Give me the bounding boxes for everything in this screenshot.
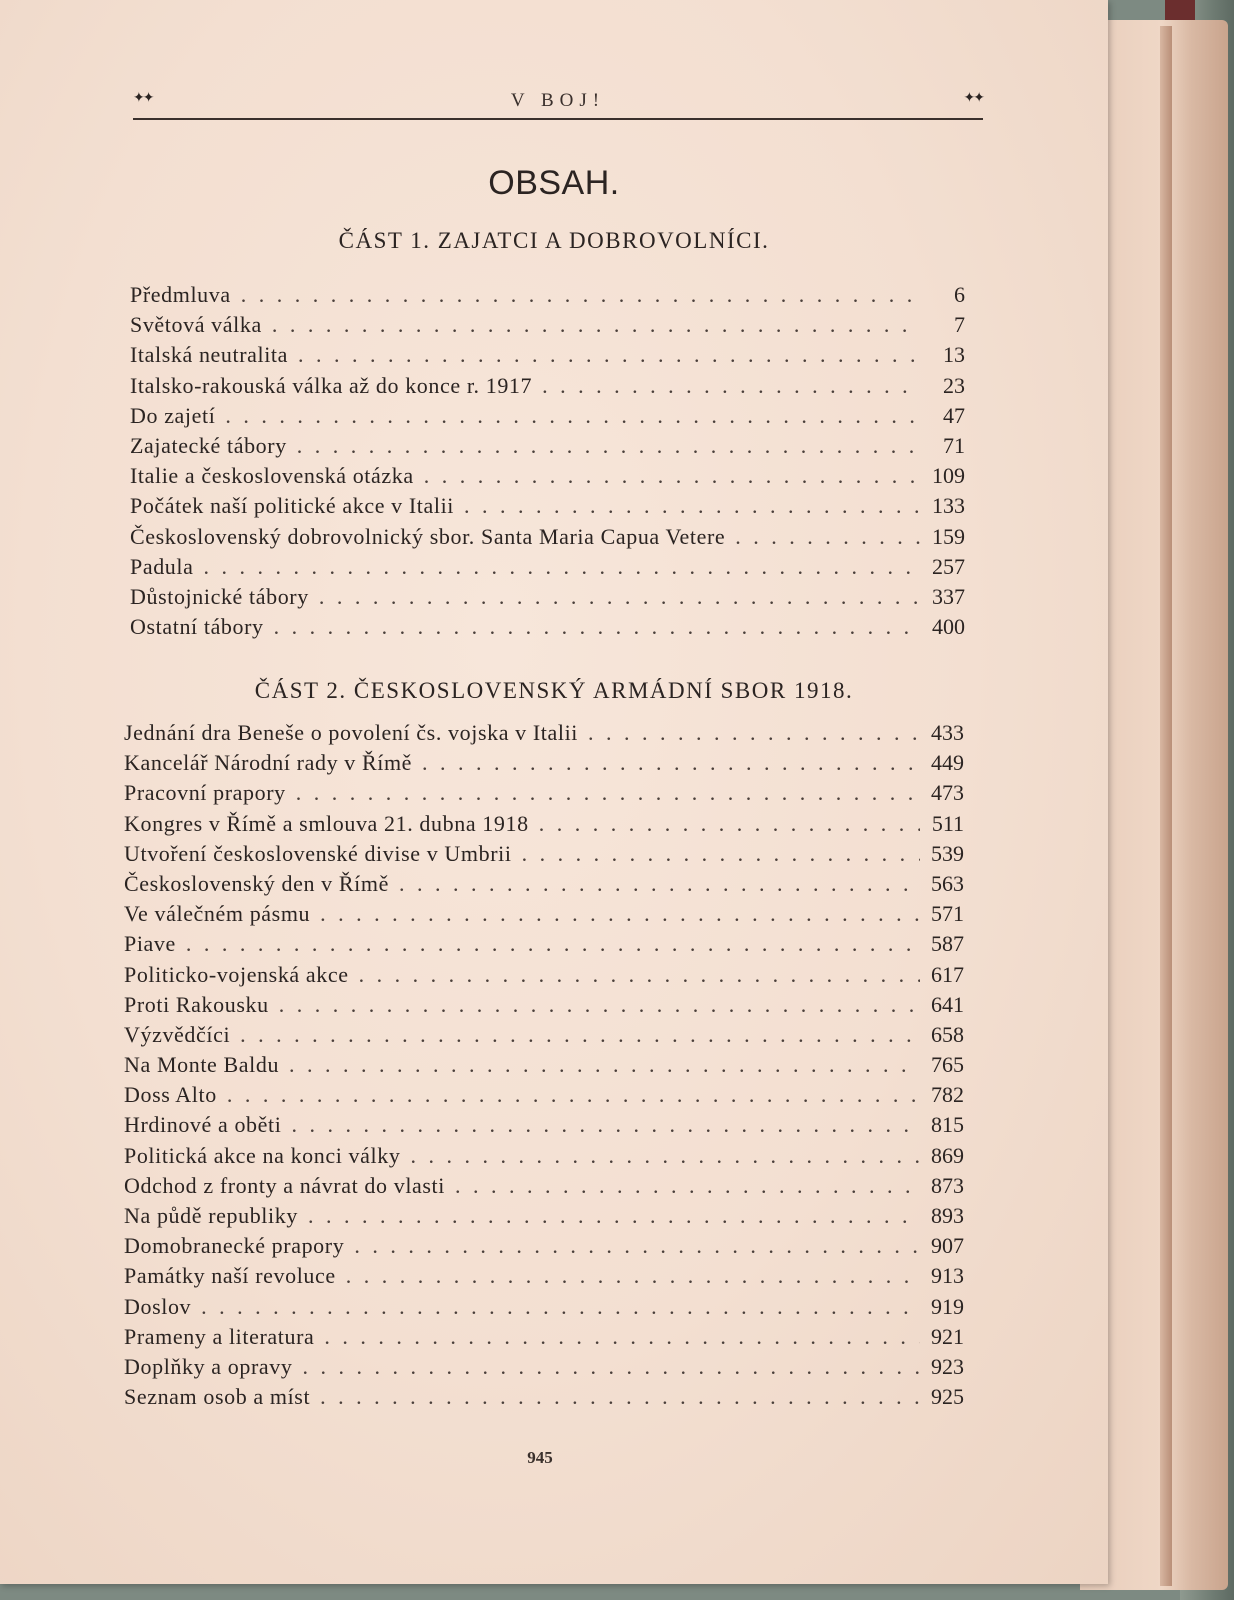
toc-entry-page: 925 (931, 1384, 964, 1410)
toc-entry-page: 921 (931, 1323, 964, 1349)
toc-entry-page: 617 (931, 961, 964, 987)
toc-entry-title: Odchod z fronty a návrat do vlasti (124, 1172, 445, 1198)
toc-entry (130, 614, 965, 644)
toc-entry-title: Předmluva (130, 282, 231, 307)
dot-leader (227, 1082, 920, 1108)
toc-entry-title: Ve válečném pásmu (124, 901, 311, 927)
toc-entry (130, 524, 965, 554)
toc-entry (124, 1203, 964, 1233)
dot-leader (289, 1052, 920, 1078)
toc-entry-title: Zajatecké tábory (130, 432, 287, 458)
toc-entry (124, 931, 964, 961)
toc-entry (124, 1384, 964, 1414)
toc-entry (130, 403, 965, 433)
toc-entry (130, 282, 965, 312)
dot-leader (225, 403, 921, 429)
toc-entry-page: 23 (943, 372, 965, 398)
dot-leader (320, 1384, 920, 1410)
dot-leader (274, 614, 921, 640)
toc-entry-title: Československý den v Římě (124, 870, 389, 896)
toc-entry-title: Do zajetí (130, 402, 216, 428)
toc-entry-title: Utvoření československé divise v Umbrii (124, 840, 512, 866)
toc-entry-title: Výzvědčíci (124, 1021, 231, 1047)
toc-entry-page: 782 (931, 1082, 964, 1108)
toc-entry (124, 1052, 964, 1082)
dot-leader (539, 811, 920, 837)
toc-entry-page: 473 (931, 780, 964, 806)
toc-entry-title: Hrdinové a oběti (124, 1112, 282, 1138)
toc-entry-page: 109 (932, 463, 965, 489)
toc-entry-page: 869 (931, 1142, 964, 1168)
toc-entry (124, 1112, 964, 1142)
toc-entry (130, 342, 965, 372)
toc-entry-title: Na půdě republiky (124, 1203, 298, 1228)
toc-entry-page: 7 (954, 312, 965, 338)
dot-leader (424, 463, 921, 489)
toc-entry-title: Počátek naší politické akce v Italii (130, 493, 454, 519)
page-title: OBSAH. (488, 164, 620, 202)
toc-entry-title: Doslov (124, 1293, 192, 1319)
toc-entry (124, 1022, 964, 1052)
dot-leader (422, 750, 920, 776)
dot-leader (735, 524, 921, 550)
toc-entry-page: 449 (931, 750, 964, 776)
toc-entry-title: Proti Rakousku (124, 991, 269, 1017)
toc-entry-page: 133 (932, 493, 965, 519)
toc-entry (130, 463, 965, 493)
toc-entry (124, 1143, 964, 1173)
toc-entry-page: 6 (954, 282, 965, 307)
dot-leader (272, 312, 921, 338)
dot-leader (201, 1294, 920, 1320)
toc-entry (124, 962, 964, 992)
toc-entry-page: 815 (931, 1112, 964, 1138)
page-stack-shadow (1160, 26, 1172, 1586)
toc-entry (124, 780, 964, 810)
dot-leader (542, 373, 921, 399)
toc-entry-title: Na Monte Baldu (124, 1052, 280, 1078)
dot-leader (240, 1022, 920, 1048)
toc-entry (124, 750, 964, 780)
toc-entry (130, 554, 965, 584)
toc-entry-page: 47 (943, 402, 965, 428)
toc-entry (124, 1354, 964, 1384)
toc-entry-page: 563 (931, 870, 964, 896)
toc-entry-page: 907 (931, 1233, 964, 1259)
toc-entry-page: 873 (931, 1172, 964, 1198)
ornament-left-icon: ✦✦ (133, 91, 153, 106)
toc-entry-title: Italsko-rakouská válka až do konce r. 1917 (130, 372, 533, 398)
dot-leader (302, 1354, 920, 1380)
toc-entry-page: 587 (931, 931, 964, 957)
part1-toc (130, 282, 965, 644)
toc-entry-page: 400 (932, 614, 965, 640)
ornament-right-icon: ✦✦ (963, 91, 983, 106)
toc-entry-title: Kancelář Národní rady v Římě (124, 750, 413, 776)
running-head (133, 88, 983, 120)
toc-entry-title: Ostatní tábory (130, 614, 264, 640)
dot-leader (291, 1112, 920, 1138)
toc-entry-title: Světová válka (130, 312, 262, 338)
part1-heading: ČÁST 1. ZAJATCI A DOBROVOLNÍCI. (338, 228, 770, 253)
dot-leader (464, 493, 921, 519)
toc-entry (124, 841, 964, 871)
toc-entry-page: 433 (931, 720, 964, 745)
toc-entry-page: 159 (932, 523, 965, 549)
toc-entry (124, 1263, 964, 1293)
toc-entry-title: Kongres v Římě a smlouva 21. dubna 1918 (124, 810, 529, 836)
dot-leader (241, 282, 921, 308)
toc-entry (130, 493, 965, 523)
toc-entry-title: Jednání dra Beneše o povolení čs. vojska v Italii (124, 720, 579, 745)
toc-entry (124, 1294, 964, 1324)
dot-leader (522, 841, 920, 867)
toc-entry-title: Politická akce na konci války (124, 1142, 401, 1168)
dot-leader (308, 1203, 920, 1229)
toc-entry (124, 1082, 964, 1112)
toc-entry-title: Padula (130, 553, 194, 579)
toc-entry (124, 992, 964, 1022)
running-head-title: V BOJ! (510, 90, 606, 111)
toc-entry-title: Pracovní prapory (124, 780, 286, 806)
toc-entry-title: Památky naší revoluce (124, 1263, 336, 1289)
dot-leader (346, 1263, 920, 1289)
dot-leader (455, 1173, 920, 1199)
dot-leader (319, 584, 921, 610)
dot-leader (588, 720, 920, 746)
toc-entry-page: 919 (931, 1293, 964, 1319)
toc-entry (124, 1233, 964, 1263)
toc-entry (124, 871, 964, 901)
dot-leader (359, 962, 920, 988)
page-number: 945 (527, 1448, 553, 1467)
toc-entry-title: Italie a československá otázka (130, 463, 414, 489)
toc-entry-page: 765 (931, 1052, 964, 1078)
toc-entry-title: Politicko-vojenská akce (124, 961, 349, 987)
toc-entry-page: 893 (931, 1203, 964, 1228)
toc-entry (124, 720, 964, 750)
toc-entry-page: 923 (931, 1353, 964, 1379)
part2-toc (124, 720, 964, 1414)
dot-leader (410, 1143, 920, 1169)
toc-entry-page: 641 (931, 991, 964, 1017)
toc-entry-page: 71 (943, 432, 965, 458)
toc-entry-title: Doss Alto (124, 1082, 217, 1108)
toc-entry (124, 901, 964, 931)
toc-entry-page: 571 (931, 901, 964, 927)
toc-entry (130, 433, 965, 463)
toc-entry (124, 1324, 964, 1354)
dot-leader (186, 931, 920, 957)
dot-leader (279, 992, 920, 1018)
dot-leader (297, 433, 921, 459)
toc-entry-page: 658 (931, 1021, 964, 1047)
toc-entry-title: Československý dobrovolnický sbor. Santa Maria Capua Vetere (130, 523, 726, 549)
toc-entry-page: 913 (931, 1263, 964, 1289)
toc-entry (130, 584, 965, 614)
toc-entry-title: Domobranecké prapory (124, 1233, 345, 1259)
toc-entry (124, 811, 964, 841)
toc-entry-title: Doplňky a opravy (124, 1353, 293, 1379)
dot-leader (203, 554, 921, 580)
toc-entry-page: 539 (931, 840, 964, 866)
toc-entry-title: Piave (124, 931, 176, 957)
dot-leader (399, 871, 920, 897)
toc-entry-page: 13 (943, 342, 965, 368)
dot-leader (324, 1324, 920, 1350)
toc-entry-page: 337 (932, 583, 965, 609)
toc-entry-page: 511 (931, 810, 964, 836)
dot-leader (354, 1233, 920, 1259)
toc-entry-page: 257 (932, 553, 965, 579)
toc-entry (130, 312, 965, 342)
toc-entry-title: Italská neutralita (130, 342, 289, 368)
dot-leader (320, 901, 920, 927)
toc-entry (130, 373, 965, 403)
dot-leader (298, 342, 921, 368)
toc-entry-title: Prameny a literatura (124, 1323, 315, 1349)
toc-entry-title: Seznam osob a míst (124, 1384, 311, 1410)
toc-entry-title: Důstojnické tábory (130, 583, 309, 609)
part2-heading: ČÁST 2. ČESKOSLOVENSKÝ ARMÁDNÍ SBOR 1918. (254, 678, 854, 703)
toc-entry (124, 1173, 964, 1203)
dot-leader (296, 780, 920, 806)
